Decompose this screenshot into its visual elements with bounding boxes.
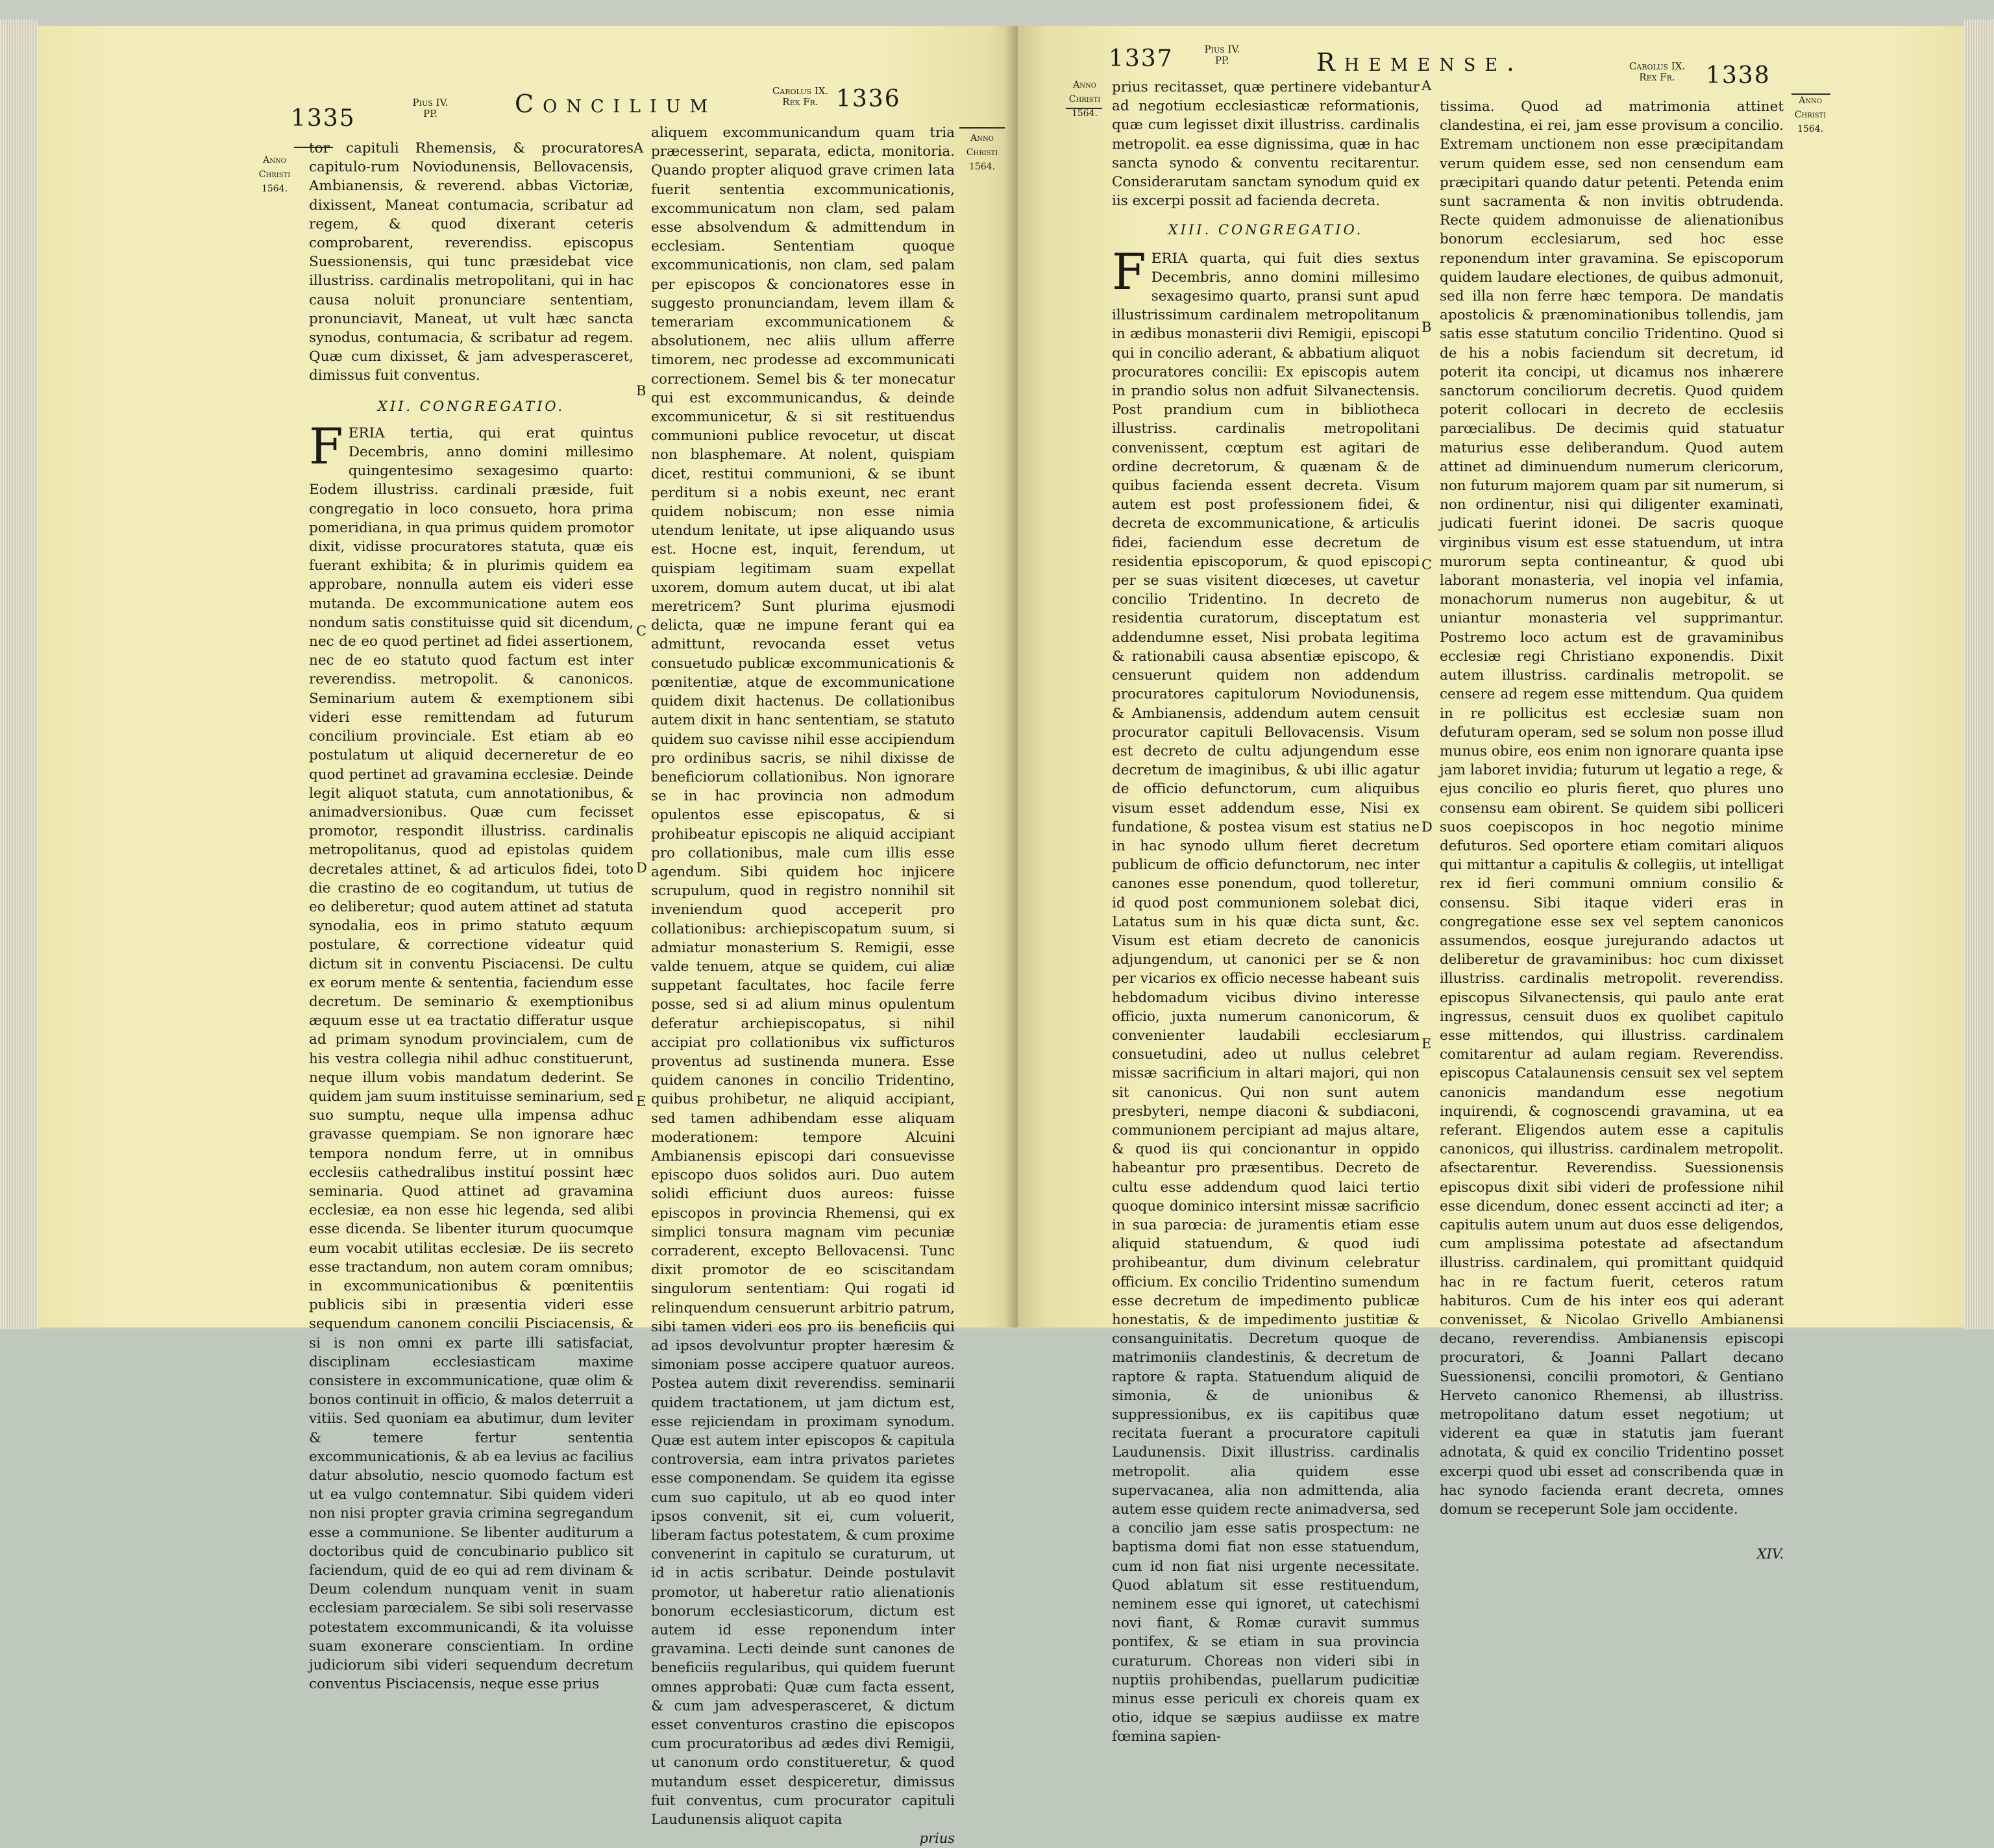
right-catchword: XIV. — [1756, 1546, 1784, 1562]
left-marginal-letter-d: D — [636, 860, 647, 876]
right-marginal-letter-d: D — [1422, 819, 1433, 835]
left-page — [38, 26, 1018, 1847]
right-margin-year-left: Anno Christi 1564. — [1068, 80, 1101, 119]
right-marginal-letter-a: A — [1422, 78, 1432, 93]
left-running-head: Concilium — [515, 90, 717, 118]
left-marginal-letter-b: B — [636, 383, 646, 399]
left-col1-para: tor capituli Rhemensis, & procuratores capitulo-rum Noviodunensis, Bellovacensis, Ambianensis, & reverend. abbas Victoriæ, dixissent, Maneat contumacia, scribatur ad regem, & quod dixerant ceteris comprobarent, reverendiss. episcopus Suessionensis, qui tunc præsidebat vice illustriss. cardinalis metropolitani, qui in hac causa noluit pronunciare sententiam, pronunciavit, Maneat, ut vult hæc sancta synodus, contumacia, & scribatur ad regem. Quæ cum dixisset, & jam advesperasceret, dimissus fuit conventus. — [309, 140, 634, 384]
right-page — [1018, 26, 1964, 1745]
left-king-label: Carolus IX. Rex Fr. — [772, 85, 829, 108]
right-margin-year-right: Anno Christi 1564. — [1794, 95, 1827, 134]
left-margin-rule-2 — [959, 127, 1005, 129]
right-running-head: Rhemense. — [1316, 48, 1524, 77]
left-margin-year: Anno Christi 1564. — [258, 155, 291, 194]
left-catchword: prius — [919, 1830, 955, 1847]
left-congregatio-heading: XII. CONGREGATIO. — [377, 398, 565, 414]
left-marginal-letter-e: E — [636, 1094, 646, 1109]
left-page-number-2: 1336 — [836, 86, 901, 112]
right-pope-label: Pius IV. PP. — [1204, 43, 1240, 66]
right-column-1 — [1112, 78, 1420, 1747]
right-col1-para: prius recitasset, quæ pertinere videbantur ad negotium ecclesiasticæ reformationis, quæ cum legisset dixit illustriss. cardinalis metropolit. ea esse dignissima, quæ in hac sancta synodo & conventu recitarentur. Considerarutam sanctam synodum quid ex iis excerpi possit ad facienda decreta. — [1112, 79, 1420, 210]
left-page-edges — [0, 19, 38, 1329]
left-page-number: 1335 — [291, 105, 356, 132]
right-page-edges — [1964, 19, 1994, 1329]
left-column-1 — [309, 139, 634, 1694]
right-marginal-letter-c: C — [1422, 557, 1433, 573]
right-column-2 — [1440, 97, 1784, 1564]
left-pope-label: Pius IV. PP. — [412, 97, 449, 119]
dropcap-f: F — [309, 417, 343, 475]
dropcap-f-2: F — [1112, 242, 1146, 301]
left-col2-para: aliquem excommunicandum quam tria præcesserint, separata, edicta, monitoria. Quando propter aliquod grave crimen lata fuerit sententia excommunicationis, excommunicatum non clam, sed palam esse absolvendum & admittendum in ecclesiam. Sententiam quoque excommunicationis, non clam, sed palam per episcopos & concionatores esse in suggesto pronunciandam, levem illam & temerariam excommunicationem & absolutionem, nec aliis ullum afferre timorem, nec prodesse ad excommunicati correctionem. Semel bis & ter monecatur qui est excommunicandus, & deinde excommunicetur, & si sit restituendus communioni publice revocetur, ut discat non blasphemare. At nolent, quispiam dicet, restitui communioni, & se ibunt perditum si a nobis exeunt, nec erant quidem nobiscum; non esse nimia utendum lenitate, ut ipse aliquando usus est. Hocne est, inquit, ferendum, ut quispiam legitimam suam expellat uxorem, domum autem ducat, ut ibi alat meretricem? Sunt plurima ejusmodi delicta, quæ ne impune ferant qui ea admittunt, revocanda esset vetus consuetudo publicæ excommunicationis & pœnitentiæ, atque de excommunicatione quidem dixit hactenus. De collationibus autem dixit in hanc sententiam, se statuto quidem suo cavisse nihil esse accipiendum pro ordinibus sacris, se nihil dixisse de beneficiorum collationibus. Non ignorare se in hac provincia non admodum opulentos esse episcopatus, & si prohibeatur episcopis ne aliquid accipiant pro collationibus, male cum illis esse agendum. Sibi quidem hoc injicere scrupulum, quod in registro nonnihil sit inveniendum quod acceperit pro collationibus: archiepiscopatum suum, si admiatur monasterium S. Remigii, esse valde tenuem, atque se quidem, cui aliæ suppetant facultates, hoc facile ferre posse, sed si ad alium minus opulentum deferatur archiepiscopatus, si nihil accipiat pro collationibus vix sufficturos proventus ad sustinenda munera. Esse quidem canones in concilio Tridentino, quibus prohibetur, ne aliquid accipiant, sed tamen adhibendam esse aliquam moderationem: tempore Alcuini Ambianensis episcopi dari consuevisse episcopo duos solidos auri. Duo autem solidi efficiunt duos aureos: fuisse episcopos in provincia Rhemensi, qui ex simplici tonsura magnam vim pecuniæ corraderent, excepto Bellovacensi. Tunc dixit promotor de eo sciscitandam singulorum sententiam: Qui rogati id relinquendum censuerunt arbitrio patrum, sibi tamen videri eos pro iis beneficiis qui ad ipsos devolvuntur propter hæresim & simoniam posse accipere quatuor aureos. Postea autem dixit reverendiss. seminarii quidem tractationem, ut jam dictum est, esse rejiciendam in proximam synodum. Quæ est autem inter episcopos & capitula controversia, eam intra privatos parietes esse componendam. Se quidem ita egisse cum suo capitulo, ut ab eo quod inter ipsos convenit, sit ei, cum voluerit, liberam factus potestatem, & cum proxime convenerint in capitulo se curaturum, ut id in actis scribatur. Deinde postulavit promotor, ut haberetur ratio alienationis bonorum ecclesiasticorum, dictum est autem id esse reponendum inter gravamina. Lecti deinde sunt canones de beneficiis regularibus, qui quidem fuerunt omnes approbati: Quæ cum facta essent, & cum jam advesperasceret, & dictum esset conventuros crastino die episcopos cum procuratoribus ad ædes divi Remigii, ut canonum ordo constitueretur, & quod mutandum esset despiceretur, dimissus fuit conventus, cum procurator capituli Laudunensis aliquot capita — [651, 125, 955, 1829]
right-col2-para: tissima. Quod ad matrimonia attinet clandestina, ei rei, jam esse provisum a concilio. Extremam unctionem non esse præcipitandam verum quidem esse, sed non censendum eam præcipitari quando datur petenti. Petenda enim sunt sacramenta & non invitis obtrudenda. Recte quidem admonuisse de alienationibus bonorum ecclesiarum, sed hoc esse reponendum inter gravamina. Se episcoporum quidem laudare electiones, de quibus admonuit, sed illa non ferre hæc tempora. De mandatis apostolicis & prænominationibus tollendis, jam satis esse statutum concilio Tridentino. Quod si de his a nobis faciendum sit decretum, id poterit ita concipi, ut dicamus nos inhærere sanctorum conciliorum decretis. Quod quidem poterit collocari in decreto de ecclesiis parœcialibus. De decimis quid statuatur maturius esse deliberandum. Quod autem attinet ad diminuendum numerum clericorum, non futurum majorem quam par sit numerum, si non ordinentur, nisi qui diligenter examinati, judicati fuerint idonei. De sacris quoque virginibus visum est esse statuendum, ut intra murorum septa contineantur, & quod ubi laborant monasteria, vel inopia vel infamia, monachorum numerus non augebitur, & ut uniantur monasteria vel supprimantur. Postremo loco actum est de gravaminibus ecclesiæ regi Christiano exponendis. Dixit autem illustriss. cardinalis metropolit. se censere ad regem esse mittendum. Qua quidem in re pollicitus est ecclesiæ suam non defuturam operam, sed se solum non posse illud munus obire, eos enim non ignorare quanta ipse jam laboret invidia; futurum ut legatio a rege, & ejus concilio eo pluris fieret, quo plures uno consensu eam obirent. Se quidem sibi polliceri suos coepiscopos in hoc negotio minime defuturos. Sed oportere etiam comitari aliquos qui mittantur a capitulis & collegiis, ut intelligat rex id fieri communi omnium consilio & consensu. Sibi itaque videri eras in congregatione esse sex vel septem canonicos assumendos, eosque jurejurando adactos ut deliberetur de gravaminibus: hoc cum dixisset illustriss. cardinalis metropolit. reverendiss. episcopus Silvanectensis, qui paulo ante erat ingressus, censuit duos ex quolibet capitulo esse mittendos, qui illustriss. cardinalem comitarentur ad aulam regiam. Reverendiss. episcopus Catalaunensis censuit sex vel septem canonicis mandandum esse negotium inquirendi, & cognoscendi gravamina, ut ea referant. Eligendos autem esse a capitulis canonicos, qui illustriss. cardinalem metropolit. afsectarentur. Reverendiss. Suessionensis episcopus dixit sibi videri de professione nihil esse dicendum, donec essent accincti ad iter; a capitulis autem unum aut duos esse deligendos, cum amplissima potestate ad afsectandum illustriss. cardinalem, qui promittant quidquid hac in re factum fuerit, ceteros ratum habituros. Cum de his inter eos qui aderant convenisset, & Nicolao Grivello Ambianensi decano, reverendiss. Ambianensis episcopi procuratori, & Joanni Pallart decano Suessionensi, concilii promotori, & Gentiano Herveto canonico Rhemensi, ab illustriss. metropolitano datum esset negotium; ut viderent ea quæ in statutis jam fuerant adnotata, & quid ex concilio Tridentino posset excerpi quod ubi esset ad conscribenda quæ in hac synodo facienda erant decreta, omnes domum se receperunt Sole jam occidente. — [1440, 99, 1784, 1518]
right-col1-para-2: FERIA quarta, qui fuit dies sextus Decembris, anno domini millesimo sexagesimo quarto, pransi sunt apud illustrissimum cardinalem metropolitanum in ædibus monasterii divi Remigii, episcopi qui in concilio aderant, & abbatium aliquot procuratores concilii: Ex episcopis autem in prandio solus non adfuit Silvanectensis. Post prandium cum in bibliotheca illustriss. cardinalis metropolitani convenissent, cœptum est agitari de ordine decretorum, & quænam & de quibus facienda essent decreta. Visum autem est post professionem fidei, & decreta de excommunicatione, & articulis fidei, faciendum esse decretum de residentia episcoporum, & quod episcopi per se suas visitent diœceses, ut cavetur concilio Tridentino. In decreto de residentia curatorum, disceptatum est addendumne esset, Nisi probata legitima & rationabili causa absentiæ episcopo, & censuerunt quidem non addendum procuratores capitulorum Noviodunensis, & Ambianensis, addendum autem censuit procurator capituli Bellovacensis. Visum est decreto de cultu adjungendum esse decretum de imaginibus, & ubi illic agatur de officio defunctorum, cum aliquibus visum esset addendum esse, Nisi ex fundatione, & postea visum est statius ne in hac synodo ullum fieret decretum publicum de officio defunctorum, nec inter canones esse ponendum, quod tolleretur, id quod post communionem solebat dici, Latatus sum in his quæ dicta sunt, &c. Visum est etiam decreto de canonicis adjungendum, ut canonici per se & non per vicarios ex officio necesse habeant suis hebdomadum vicibus divino interesse officio, juxta numerum canonicorum, & convenienter laudabili ecclesiarum consuetudini, adeo ut nullus celebret missæ sacrificium in altari majori, qui non sit canonicus. Qui non sunt autem presbyteri, nempe diaconi & subdiaconi, communionem percipiant ad majus altare, & quod iis qui concionantur in oppido habeantur pro præsentibus. Decreto de cultu esse addendum quod laici tertio quoque dominico intersint missæ sacrificio in sua parœcia: de juramentis etiam esse aliquid statuendum, & quod iudi prohibeantur, dum divinum celebratur officium. Ex concilio Tridentino sumendum esse decretum de impedimento publicæ honestatis, & de impedimento justitiæ & consanguinitatis. Decretum quoque de matrimoniis clandestinis, & decretum de raptore & rapta. Statuendum aliquid de simonia, & de unionibus & suppressionibus, ex iis capitibus quæ recitata fuerant a procuratore capituli Laudunensis. Dixit illustriss. cardinalis metropolit. alia quidem esse supervacanea, alia non admittenda, alia autem esse quidem recte animadversa, sed a concilio jam esse satis prospectum: ne baptisma domi fiat non esse statuendum, cum id non fiat nisi urgente necessitate. Quod ablatum sit esse restituendum, neminem esse qui ignoret, ut catechismi novi fiant, & Romæ curavit summus pontifex, & se etiam in sua provincia curaturum. Choreas non videri sibi in nuptiis prohibendas, puellarum pudicitiæ minus esse periculi ex choreis quam ex otio, idque se sæpius audiisse ex matre fœmina sapien- — [1112, 242, 1420, 1745]
right-page-number-2: 1338 — [1706, 62, 1771, 89]
left-column-2 — [651, 123, 955, 1848]
right-page-number: 1337 — [1109, 45, 1174, 72]
left-col1-para-2: FERIA tertia, qui erat quintus Decembris, anno domini millesimo quingentesimo sexagesimo quarto: Eodem illustriss. cardinali præside, fuit congregatio in loco consueto, hora prima pomeridiana, in qua primus quidem promotor dixit, vidisse procuratores statuta, quæ eis fuerant exhibita; & in plurimis quidem ea approbare, nonnulla autem eis videri esse mutanda. De excommunicatione autem eos nondum satis constituisse quid sit dicendum, nec de eo quod pertinet ad fidei assertionem, nec de eo statuto quod factum est inter reverendiss. metropolit. & canonicos. Seminarium autem & exemptionem sibi videri esse remittendam ad futurum concilium provinciale. Est etiam ab eo postulatum ut aliquid decerneretur de eo quod pertinet ad gravamina ecclesiæ. Deinde legit aliquot statuta, cum annotationibus, & animadversionibus. Quæ cum fecisset promotor, respondit illustriss. cardinalis metropolitanus, quod ad epistolas quidem decretales attinet, & ad articulos fidei, toto die crastino de eo cogitandum, ut tutius de eo deliberetur; quod autem attinet ad statuta synodalia, eos in primo statuto æquum postulare, & correctione videatur quid dictum sit in conventu Pisciacensi. De cultu ex eorum mente & sententia, faciendum esse decretum. De seminario & exemptionibus æquum esse ut ea tractatio differatur usque ad primam synodum provincialem, cum de his vestra collegia nihil adhuc constituerunt, neque illum vobis mandatum dederint. Se quidem jam suum instituisse seminarium, sed suo sumptu, neque ulla impensa adhuc gravasse quempiam. Se non ignorare hæc tempora nondum ferre, ut in omnibus ecclesiis cathedralibus instituí possint hæc seminaria. Quod attinet ad gravamina ecclesiæ, ea non esse hic legenda, sed alibi esse dicenda. Se libenter iturum quocumque eum vocabit utilitas ecclesiæ. De iis secreto esse tractandum, non autem coram omnibus; in excommunicationibus & pœnitentiis publicis sibi in præsentia videri esse sequendum canonem concilii Pisciacensis, & si is non omni ex parte illi satisfaciat, disciplinam ecclesiasticam maxime consistere in excommunicatione, quæ olim & bonos continuit in officio, & malos deterruit a vitiis. Sed quoniam ea abutimur, dum leviter & temere fertur sententia excommunicationis, & ab ea levius ac facilius datur absolutio, nescio quomodo factum est ut ea vulgo contemnatur. Sibi quidem videri non nisi propter gravia crimina segregandum esse a communione. Se libenter auditurum a doctoribus quid de concubinario publico sit faciendum, quid de eo qui ad rem divinam & Deum colendum nunquam venit in suam ecclesiam parœcialem. Se sibi soli reservasse potestatem excommunicandi, & ita voluisse suam exonerare conscientiam. In ordine judiciorum sibi videri sequendum decretum conventus Pisciacensis, neque esse prius — [309, 417, 634, 1693]
right-king-label: Carolus IX. Rex Fr. — [1629, 60, 1686, 83]
right-marginal-letter-b: B — [1422, 319, 1432, 335]
left-margin-year-outer: Anno Christi 1564. — [966, 133, 998, 172]
left-marginal-letter-c: C — [636, 623, 647, 639]
right-congregatio-heading: XIII. CONGREGATIO. — [1168, 222, 1364, 238]
left-marginal-letter-a: A — [634, 140, 644, 156]
right-marginal-letter-e: E — [1422, 1036, 1432, 1052]
